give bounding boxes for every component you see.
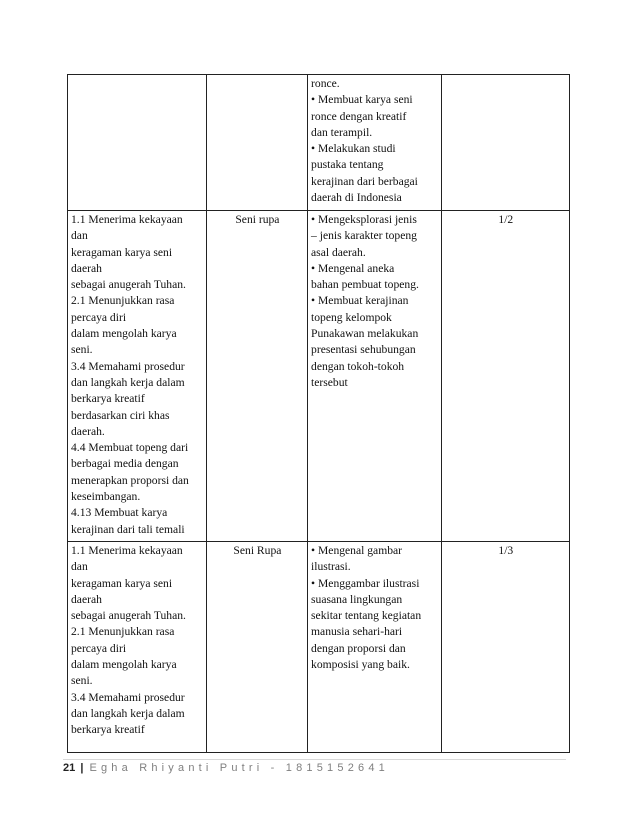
activity-cell-line: topeng kelompok [311,310,392,324]
competency-cell-line: percaya diri [71,641,127,655]
competency-cell-line: 2.1 Menunjukkan rasa [71,294,175,308]
competency-cell-line: daerah [71,261,102,275]
subject-cell-text: Seni Rupa [233,544,282,557]
competency-cell-line: dan [71,229,88,243]
competency-cell-line: keseimbangan. [71,490,141,504]
competency-cell-line: berkarya kreatif [71,723,145,737]
competency-cell-line: daerah. [71,424,105,438]
activity-cell-line: pustaka tentang [311,158,384,172]
competency-cell-line: seni. [71,674,93,688]
activity-cell-line: dengan tokoh-tokoh [311,359,405,373]
activity-cell-line: • Mengeksplorasi jenis [311,213,417,226]
page-footer [63,759,566,774]
activity-cell-line: asal daerah. [311,245,366,259]
competency-cell-line: 3.4 Memahami prosedur [71,690,185,704]
activity-cell-line: ilustrasi. [311,560,351,574]
table-row [68,211,570,542]
activity-cell-line: tersebut [311,375,348,389]
competency-cell-line: keragaman karya seni [71,245,173,259]
activity-cell-line: • Mengenal gambar [311,544,403,557]
activity-cell-line: bahan pembuat topeng. [311,278,419,292]
competency-cell-line: 1.1 Menerima kekayaan [71,213,183,226]
activity-cell-line: ronce. [311,77,340,90]
competency-cell-line: dalam mengolah karya [71,658,177,672]
subject-cell [206,211,307,542]
competency-cell-line: daerah [71,592,102,606]
activity-cell [308,75,442,211]
allocation-cell [441,75,569,211]
activity-cell [308,542,442,753]
activity-cell-line: • Membuat karya seni [311,93,413,107]
subject-cell [206,542,307,753]
competency-cell-line: kerajinan dari tali temali [71,522,185,536]
competency-cell-line: dalam mengolah karya [71,327,177,341]
page-number: 21 [63,762,76,774]
competency-cell-line: 4.13 Membuat karya [71,506,168,520]
activity-cell-line: presentasi sehubungan [311,343,416,357]
activity-cell-line: ronce dengan kreatif [311,109,407,123]
competency-cell-line: menerapkan proporsi dan [71,473,189,487]
competency-cell-line: 3.4 Memahami prosedur [71,359,185,373]
competency-cell [68,542,207,753]
allocation-cell-text: 1/3 [498,544,514,557]
competency-cell-line: keragaman karya seni [71,576,173,590]
activity-cell-line: Punakawan melakukan [311,327,419,341]
competency-cell-line: 2.1 Menunjukkan rasa [71,625,175,639]
activity-cell-line: • Membuat kerajinan [311,294,409,308]
competency-cell [68,75,207,211]
activity-cell-line: sekitar tentang kegiatan [311,609,422,623]
competency-cell [68,211,207,542]
curriculum-table [67,74,570,753]
competency-cell-line: percaya diri [71,310,127,324]
activity-cell-line: suasana lingkungan [311,592,403,606]
competency-cell-line: 1.1 Menerima kekayaan [71,544,183,557]
competency-cell-line: 4.4 Membuat topeng dari [71,441,189,455]
allocation-cell [441,211,569,542]
allocation-cell [441,542,569,753]
activity-cell-line: manusia sehari-hari [311,625,403,639]
footer-author: Egha Rhiyanti Putri - 1815152641 [89,762,389,774]
table-row [68,542,570,753]
competency-cell-line: seni. [71,343,93,357]
activity-cell-line: daerah di Indonesia [311,191,402,205]
competency-cell-line: berbagai media dengan [71,457,179,471]
activity-cell-line: komposisi yang baik. [311,658,410,672]
footer-separator: | [80,762,84,774]
competency-cell-line: berdasarkan ciri khas [71,408,170,422]
table-body [68,75,570,753]
subject-cell [206,75,307,211]
competency-cell-line: berkarya kreatif [71,392,145,406]
activity-cell-line: kerajinan dari berbagai [311,174,418,188]
activity-cell-line: • Menggambar ilustrasi [311,576,420,590]
competency-cell-line: dan langkah kerja dalam [71,375,185,389]
activity-cell [308,211,442,542]
activity-cell-line: • Mengenal aneka [311,261,395,275]
activity-cell-line: – jenis karakter topeng [311,229,417,243]
competency-cell-line: dan langkah kerja dalam [71,706,185,720]
activity-cell-line: dengan proporsi dan [311,641,406,655]
activity-cell-line: dan terampil. [311,125,373,139]
table-row [68,75,570,211]
competency-cell-line: dan [71,560,88,574]
allocation-cell-text: 1/2 [498,213,514,226]
activity-cell-line: • Melakukan studi [311,142,396,156]
competency-cell-line: sebagai anugerah Tuhan. [71,609,186,623]
subject-cell-text: Seni rupa [235,213,280,226]
competency-cell-line: sebagai anugerah Tuhan. [71,278,186,292]
